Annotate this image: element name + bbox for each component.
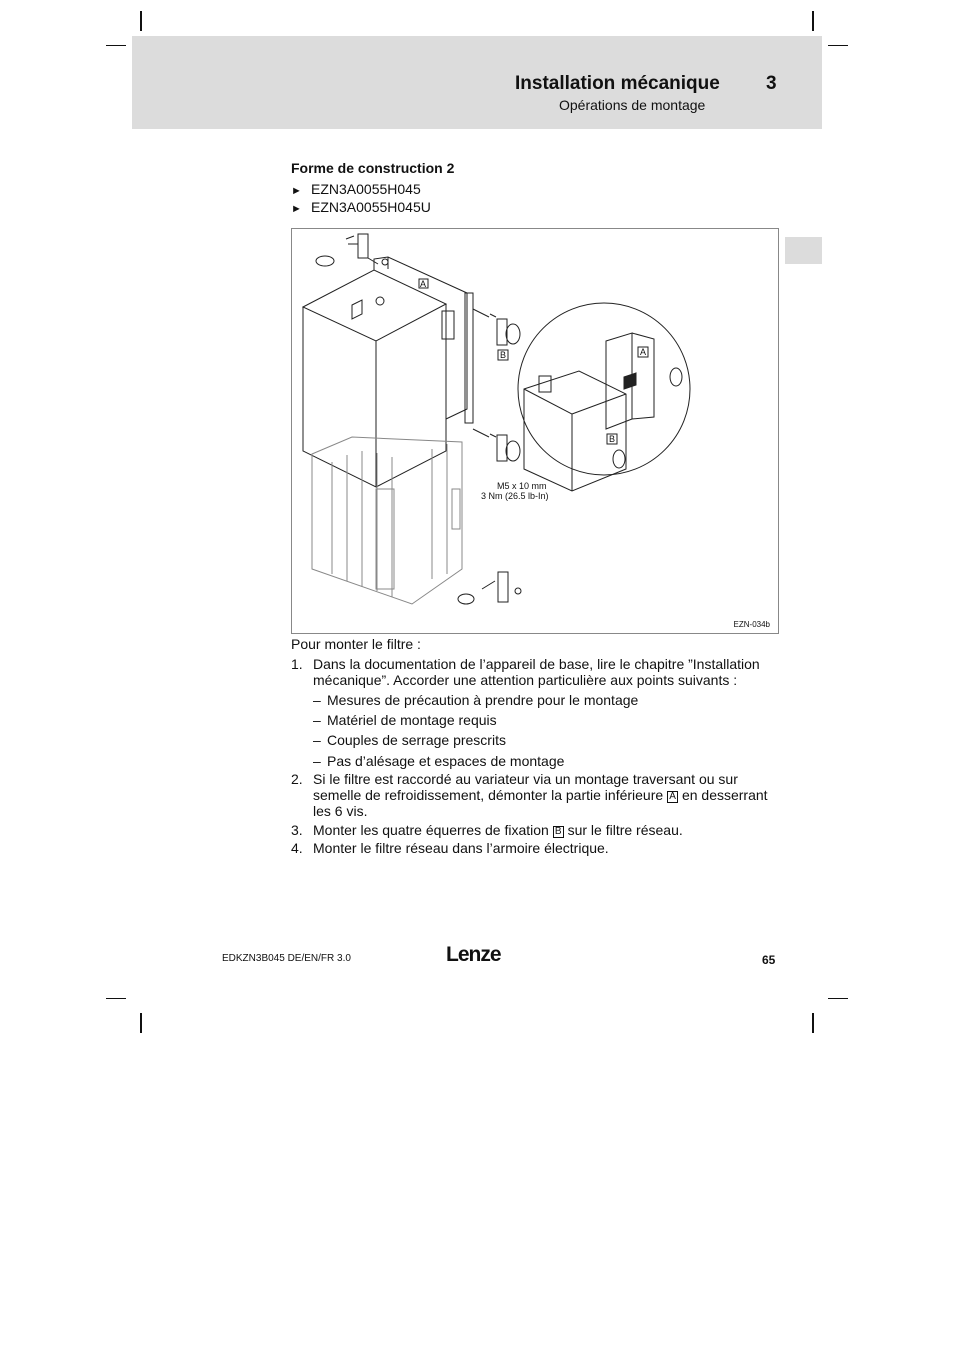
model-item xyxy=(291,181,421,197)
crop-mark xyxy=(828,45,848,46)
torque-spec: 3 Nm (26.5 lb-In) xyxy=(481,491,549,501)
mounting-drawing xyxy=(292,229,778,633)
chapter-title: Installation mécanique xyxy=(515,73,720,94)
marker-b: B xyxy=(553,826,564,838)
step-item xyxy=(291,656,781,690)
step-number: 3. xyxy=(291,822,303,838)
side-brackets xyxy=(442,293,520,461)
brand-logo: Lenze xyxy=(446,943,501,966)
model-item xyxy=(291,199,431,215)
document-code: EDKZN3B045 DE/EN/FR 3.0 xyxy=(222,953,351,964)
label-b: B xyxy=(500,350,507,360)
dash-icon: – xyxy=(313,692,321,708)
sub-point: – Couples de serrage prescrits xyxy=(313,732,506,748)
step-item xyxy=(291,771,781,821)
step-number: 1. xyxy=(291,656,303,672)
chapter-number: 3 xyxy=(766,73,777,94)
dash-icon: – xyxy=(313,753,321,769)
page-number: 65 xyxy=(762,953,776,967)
detail-callout xyxy=(518,303,690,491)
detail-label-a: A xyxy=(640,347,647,357)
screw-spec: M5 x 10 mm xyxy=(497,481,547,491)
step-item xyxy=(291,840,781,858)
crop-mark xyxy=(812,11,814,31)
model-code: EZN3A0055H045 xyxy=(311,181,421,197)
mounting-illustration xyxy=(291,228,779,634)
step-number: 2. xyxy=(291,771,303,787)
crop-mark xyxy=(106,45,126,46)
sub-point: – Matériel de montage requis xyxy=(313,712,497,728)
drive-stack xyxy=(312,437,462,604)
dash-icon: – xyxy=(313,732,321,748)
step-text: Monter le filtre réseau dans l’armoire électrique. xyxy=(313,840,609,856)
section-heading: Forme de construction 2 xyxy=(291,160,455,176)
crop-mark xyxy=(812,1013,814,1033)
bullet-arrow-icon: ► xyxy=(291,203,302,215)
intro-text: Pour monter le filtre : xyxy=(291,636,421,652)
bullet-arrow-icon: ► xyxy=(291,185,302,197)
step-number: 4. xyxy=(291,840,303,856)
section-subtitle: Opérations de montage xyxy=(559,97,706,113)
step-text: Si le filtre est raccordé au variateur via un montage traversant ou sur semelle de refroidissement, démonter la partie inférieure A en desserrant les 6 vis. xyxy=(313,771,768,819)
crop-mark xyxy=(828,998,848,999)
filter-box xyxy=(303,257,467,487)
crop-mark xyxy=(106,998,126,999)
dash-icon: – xyxy=(313,712,321,728)
step-text: Monter les quatre équerres de fixation B sur le filtre réseau. xyxy=(313,822,683,838)
model-code: EZN3A0055H045U xyxy=(311,199,431,215)
step-item xyxy=(291,822,781,840)
figure-code: EZN-034b xyxy=(733,620,770,629)
detail-label-b: B xyxy=(609,434,616,444)
sub-point: – Mesures de précaution à prendre pour le montage xyxy=(313,692,639,708)
bottom-bracket-assembly xyxy=(458,572,521,604)
top-bracket-assembly xyxy=(316,234,388,266)
marker-a: A xyxy=(667,791,678,803)
sub-point: – Pas d’alésage et espaces de montage xyxy=(313,753,565,769)
crop-mark xyxy=(140,1013,142,1033)
crop-mark xyxy=(140,11,142,31)
chapter-side-tab xyxy=(785,237,822,264)
label-a: A xyxy=(420,279,427,289)
step-text: Dans la documentation de l’appareil de base, lire le chapitre ”Installation mécanique”. Accorder une attention particulière aux points suivants : xyxy=(313,656,760,688)
